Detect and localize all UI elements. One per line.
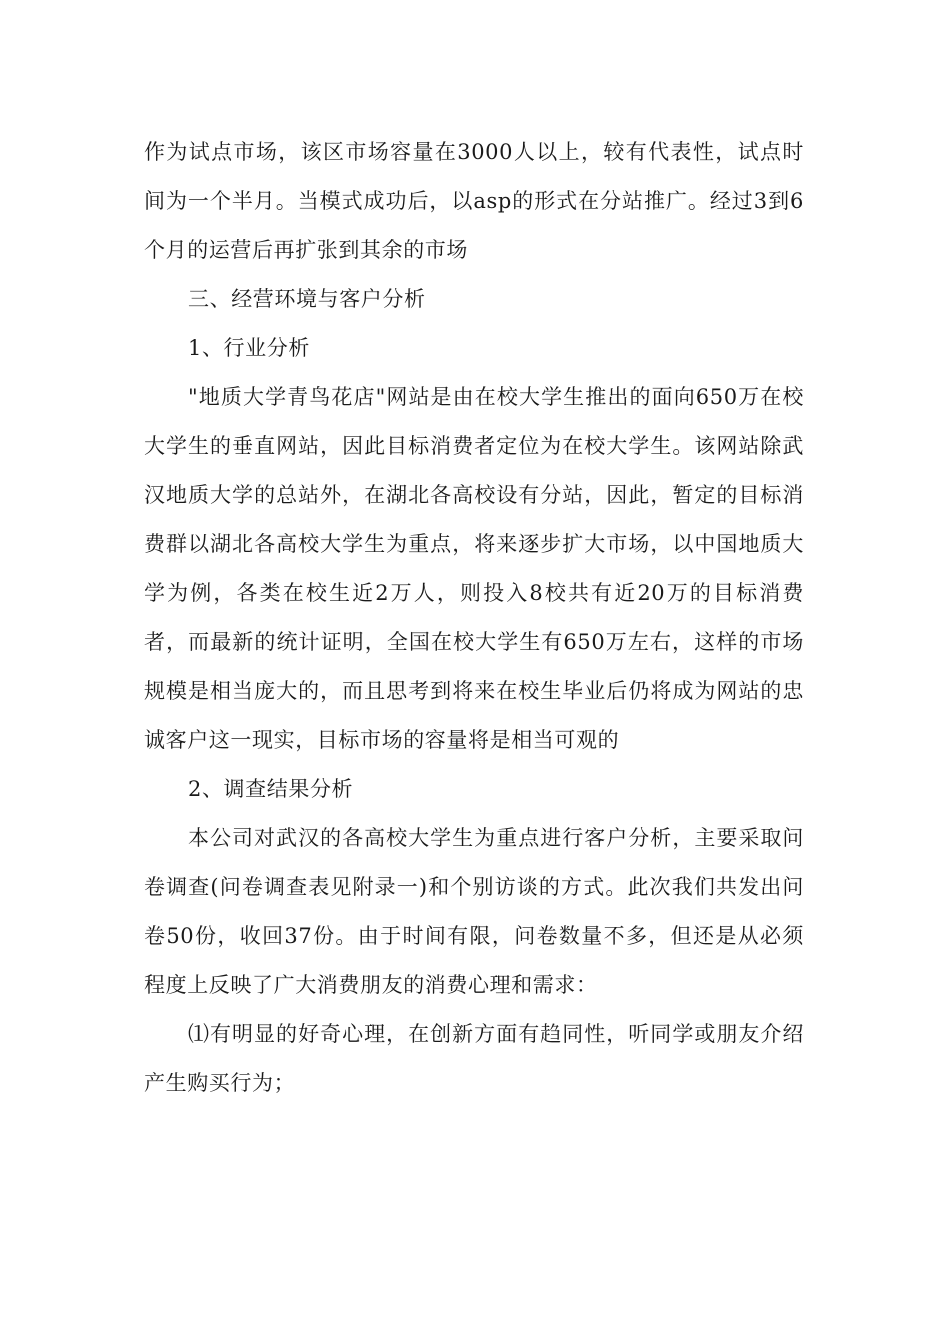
- paragraph-continuation: 作为试点市场，该区市场容量在3000人以上，较有代表性，试点时间为一个半月。当模式成功后，以asp的形式在分站推广。经过3到6个月的运营后再扩张到其余的市场: [144, 140, 804, 262]
- paragraph-survey-analysis: 本公司对武汉的各高校大学生为重点进行客户分析，主要采取问卷调查(问卷调查表见附录一)和个别访谈的方式。此次我们共发出问卷50份，收回37份。由于时间有限，问卷数量不多，但还是从必须程度上反映了广大消费朋友的消费心理和需求：: [144, 826, 804, 997]
- section-heading: 三、经营环境与客户分析: [188, 287, 426, 311]
- subsection-heading: 2、调查结果分析: [188, 777, 354, 801]
- paragraph-industry-analysis: "地质大学青鸟花店"网站是由在校大学生推出的面向650万在校大学生的垂直网站，因此目标消费者定位为在校大学生。该网站除武汉地质大学的总站外，在湖北各高校设有分站，因此，暂定的目标消费群以湖北各高校大学生为重点，将来逐步扩大市场，以中国地质大学为例，各类在校生近2万人，则投入8校共有近20万的目标消费者，而最新的统计证明，全国在校大学生有650万左右，这样的市场规模是相当庞大的，而且思考到将来在校生毕业后仍将成为网站的忠诚客户这一现实，目标市场的容量将是相当可观的: [144, 385, 804, 752]
- document-body: [144, 128, 804, 1108]
- paragraph-list-item: ⑴有明显的好奇心理，在创新方面有趋同性，听同学或朋友介绍产生购买行为；: [144, 1022, 804, 1095]
- subsection-heading: 1、行业分析: [188, 336, 310, 360]
